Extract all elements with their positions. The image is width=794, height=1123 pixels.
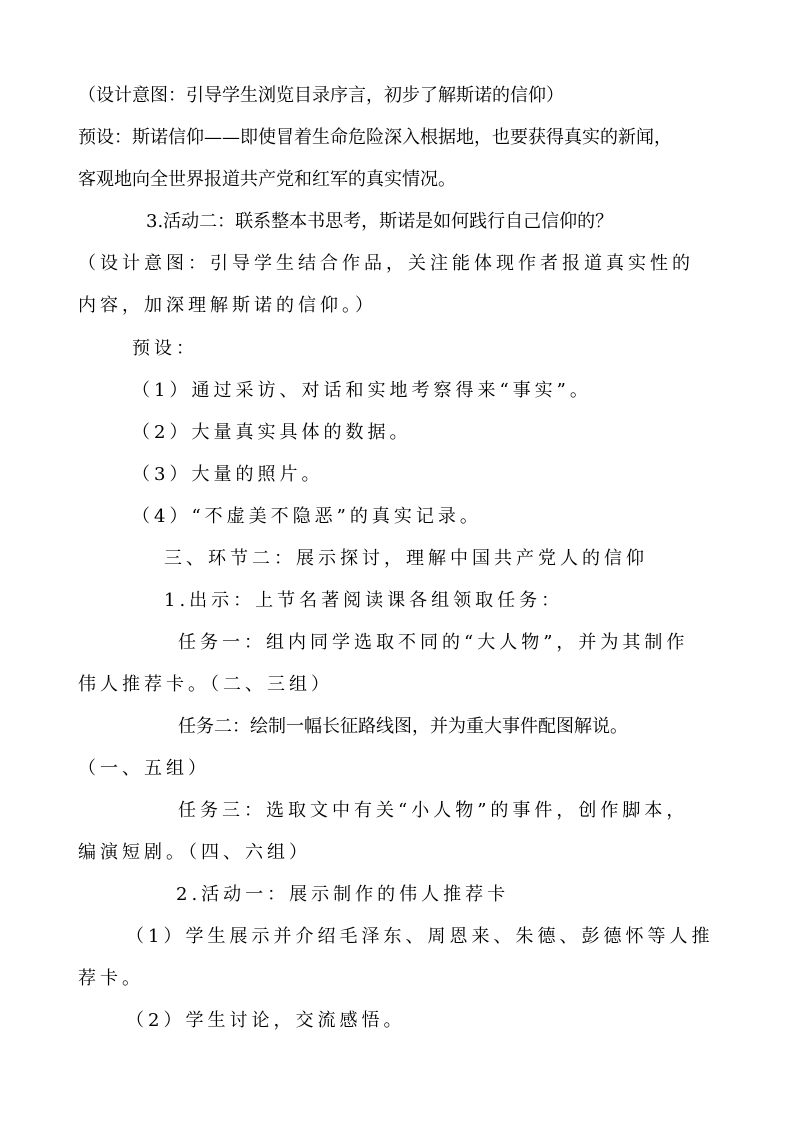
preset-2-label: 预设： <box>132 338 198 359</box>
preset-item-2: （2）大量真实具体的数据。 <box>132 422 412 443</box>
task-one-line-2: 伟人推荐卡。（二、三组） <box>78 674 333 695</box>
step-one-heading: 1.出示：上节名著阅读课各组领取任务： <box>164 590 564 611</box>
task-two-line-1: 任务二：绘制一幅长征路线图，并为重大事件配图解说。 <box>178 716 628 737</box>
activity-one-heading: 2.活动一：展示制作的伟人推荐卡 <box>176 884 510 905</box>
preset-1-line-2: 客观地向全世界报道共产党和红军的真实情况。 <box>78 169 456 190</box>
design-intent-2-line-2: 内容，加深理解斯诺的信仰。） <box>78 295 377 316</box>
task-one-line-1: 任务一：组内同学选取不同的“大人物”，并为其制作 <box>178 632 689 653</box>
preset-item-1: （1）通过采访、对话和实地考察得来“事实”。 <box>132 380 592 401</box>
section-three-heading: 三、环节二：展示探讨，理解中国共产党人的信仰 <box>164 548 648 569</box>
preset-item-3: （3）大量的照片。 <box>132 464 324 485</box>
student-item-1-line-1: （1）学生展示并介绍毛泽东、周恩来、朱德、彭德怀等人推 <box>126 926 714 947</box>
task-three-line-1: 任务三：选取文中有关“小人物”的事件，创作脚本， <box>178 800 689 821</box>
activity-two-heading: 3.活动二：联系整本书思考，斯诺是如何践行自己信仰的？ <box>146 211 614 232</box>
student-item-1-line-2: 荐卡。 <box>78 968 144 989</box>
preset-1-line-1: 预设：斯诺信仰——即使冒着生命危险深入根据地，也要获得真实的新闻， <box>78 127 672 148</box>
design-intent-1: （设计意图：引导学生浏览目录序言，初步了解斯诺的信仰） <box>78 85 564 106</box>
design-intent-2-line-1: （设计意图：引导学生结合作品，关注能体现作者报道真实性的 <box>78 253 694 274</box>
task-three-line-2: 编演短剧。（四、六组） <box>78 842 311 863</box>
student-item-2: （2）学生讨论，交流感悟。 <box>126 1010 406 1031</box>
preset-item-4: （4）“不虚美不隐恶”的真实记录。 <box>132 506 482 527</box>
task-two-line-2: （一、五组） <box>78 758 210 779</box>
